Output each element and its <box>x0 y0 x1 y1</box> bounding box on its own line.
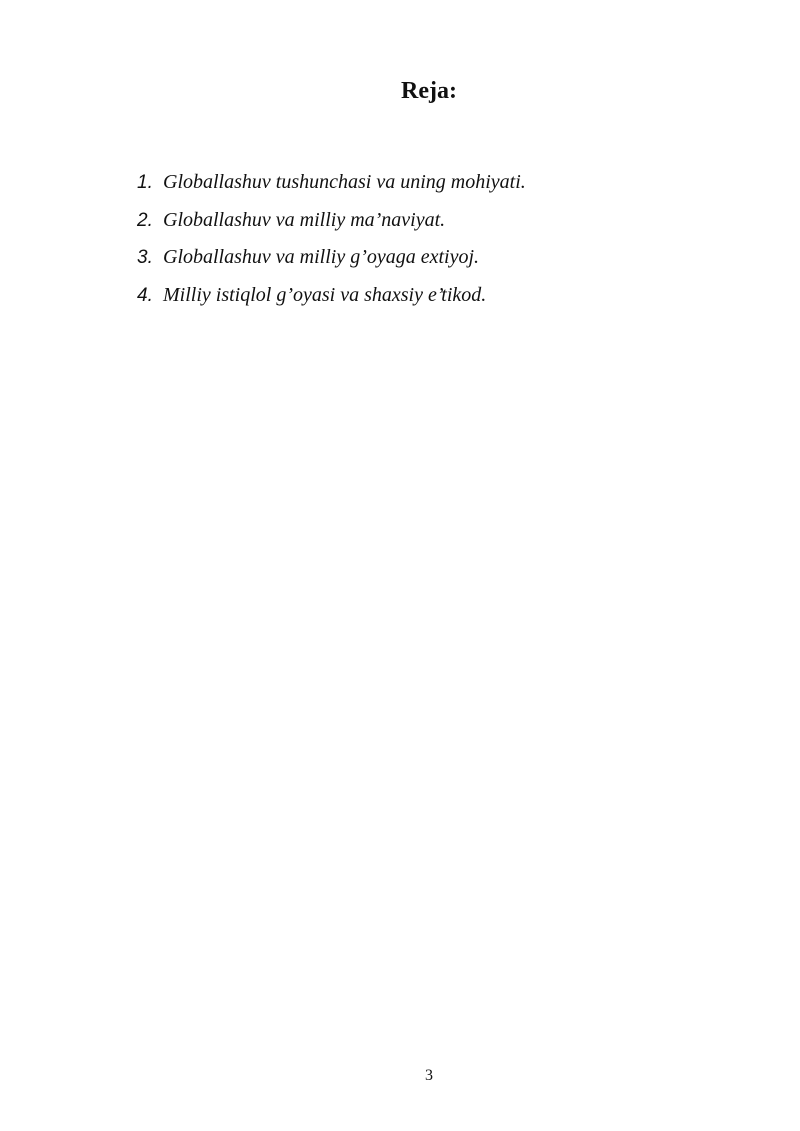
plan-item-text: Globallashuv tushunchasi va uning mohiyati. <box>163 171 526 193</box>
plan-item-number: 3. <box>137 247 153 268</box>
plan-item <box>137 281 737 319</box>
plan-item <box>137 168 737 206</box>
plan-item-text: Milliy istiqlol g’oyasi va shaxsiy e’tikod. <box>163 283 487 306</box>
plan-item-number: 1. <box>137 172 153 193</box>
page-number: 3 <box>425 1067 433 1084</box>
plan-list <box>137 168 737 318</box>
plan-item-text: Globallashuv va milliy g’oyaga extiyoj. <box>163 246 480 268</box>
plan-item-text: Globallashuv va milliy ma’naviyat. <box>163 208 446 231</box>
plan-item-number: 2. <box>137 209 153 231</box>
plan-item-number: 4. <box>137 284 153 306</box>
plan-item <box>137 206 737 244</box>
page-title: Reja: <box>401 78 457 104</box>
plan-item <box>137 243 737 281</box>
